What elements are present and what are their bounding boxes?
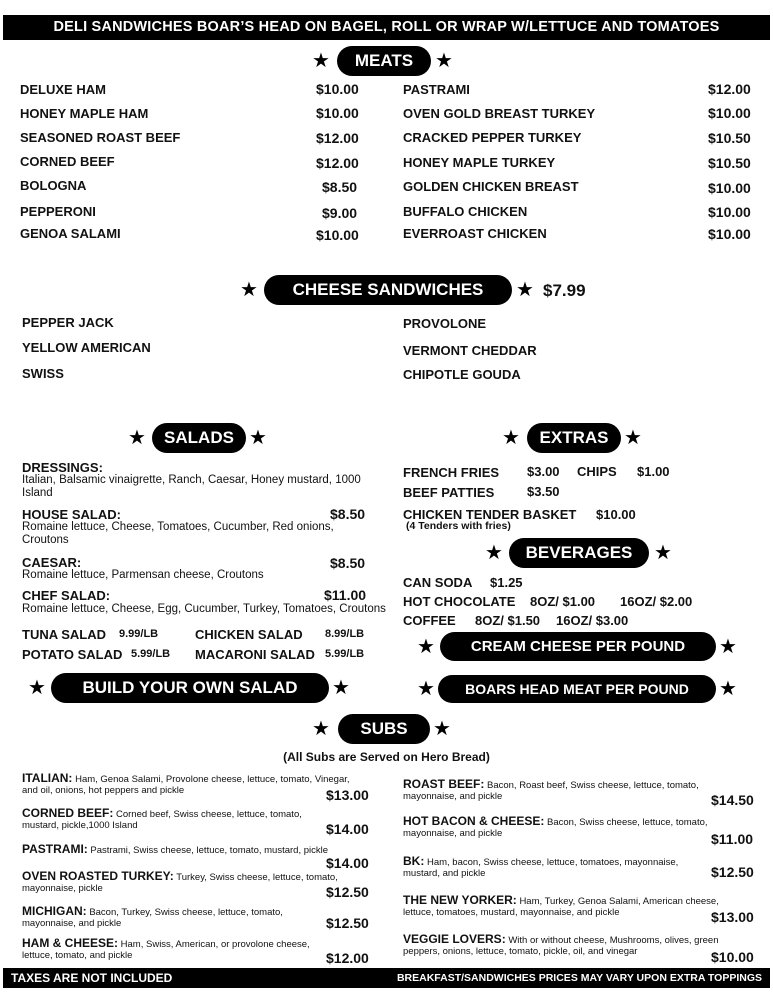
- menu-price: 16OZ/ $3.00: [556, 613, 629, 628]
- menu-item: GENOA SALAMI: [20, 226, 121, 241]
- menu-item: FRENCH FRIES: [403, 465, 500, 480]
- menu-price: $10.00: [708, 204, 751, 220]
- menu-item: CHICKEN SALAD: [195, 627, 303, 642]
- menu-item: PROVOLONE: [403, 316, 487, 331]
- sub-name: ROAST BEEF:: [403, 777, 485, 791]
- menu-item: POTATO SALAD: [22, 647, 123, 662]
- menu-price: $10.00: [708, 105, 751, 121]
- cheese-heading: CHEESE SANDWICHES: [264, 275, 512, 305]
- item-description: Ham, Swiss, American, or provolone cheese, lettuce, tomato, and pickle: [22, 939, 310, 961]
- menu-price: 5.99/LB: [325, 648, 365, 660]
- menu-item: HONEY MAPLE TURKEY: [403, 155, 556, 170]
- menu-item: GOLDEN CHICKEN BREAST: [403, 179, 579, 194]
- menu-price: $14.50: [711, 792, 754, 808]
- sub-item: [22, 808, 322, 831]
- star-icon: ★: [28, 677, 46, 699]
- menu-price: 9.99/LB: [119, 628, 159, 640]
- menu-price: $12.00: [326, 950, 369, 966]
- subs-heading: SUBS: [338, 714, 430, 744]
- menu-item: CAESAR:: [22, 555, 82, 570]
- menu-item: CHIPS: [577, 464, 617, 479]
- menu-price: $9.00: [322, 205, 358, 221]
- sub-item: [403, 895, 743, 918]
- sub-name: THE NEW YORKER:: [403, 893, 517, 907]
- menu-item: PEPPERONI: [20, 204, 96, 219]
- star-icon: ★: [249, 427, 267, 449]
- sub-item: [22, 773, 367, 796]
- menu-price: 5.99/LB: [131, 648, 171, 660]
- build-salad-heading: BUILD YOUR OWN SALAD: [51, 673, 329, 703]
- menu-item: COFFEE: [403, 613, 456, 628]
- cheese-price: $7.99: [543, 281, 586, 300]
- menu-price: $12.50: [326, 884, 369, 900]
- salads-heading: SALADS: [152, 423, 246, 453]
- subs-note: (All Subs are Served on Hero Bread): [283, 750, 490, 764]
- menu-price: 8.99/LB: [325, 628, 365, 640]
- item-description: Turkey, Swiss cheese, lettuce, tomato, mayonnaise, pickle: [22, 872, 338, 894]
- menu-price: $10.00: [596, 507, 636, 522]
- footer-price-note: BREAKFAST/SANDWICHES PRICES MAY VARY UPON EXTRA TOPPINGS: [396, 972, 762, 984]
- menu-price: $1.25: [490, 575, 523, 590]
- menu-item: CHIPOTLE GOUDA: [403, 367, 521, 382]
- menu-price: $8.50: [330, 506, 366, 522]
- sub-item: [22, 906, 312, 929]
- menu-item: SEASONED ROAST BEEF: [20, 130, 181, 145]
- menu-item: HOUSE SALAD:: [22, 507, 121, 522]
- star-icon: ★: [435, 50, 453, 72]
- menu-price: $12.50: [326, 915, 369, 931]
- menu-item: OVEN GOLD BREAST TURKEY: [403, 106, 596, 121]
- menu-price: $10.00: [711, 949, 754, 965]
- menu-price: $12.00: [316, 155, 359, 171]
- menu-price: $11.00: [711, 831, 754, 847]
- star-icon: ★: [312, 50, 330, 72]
- menu-price: $14.00: [326, 855, 369, 871]
- sub-name: ITALIAN:: [22, 771, 73, 785]
- sub-name: PASTRAMI:: [22, 842, 88, 856]
- item-description: Bacon, Swiss cheese, lettuce, tomato, mayonnaise, and pickle: [403, 817, 708, 839]
- menu-price: 16OZ/ $2.00: [620, 594, 693, 609]
- menu-item: DELUXE HAM: [20, 82, 106, 97]
- star-icon: ★: [485, 542, 503, 564]
- cream-cheese-heading: CREAM CHEESE PER POUND: [440, 632, 716, 661]
- item-description: With or without cheese, Mushrooms, olives, green peppers, onions, lettuce, tomato, pickle, oil, and vinegar: [403, 935, 719, 957]
- menu-price: $10.00: [708, 226, 751, 242]
- dressings-label: DRESSINGS:: [22, 460, 103, 475]
- item-description: Romaine lettuce, Parmensan cheese, Croutons: [22, 569, 264, 581]
- item-description: Ham, bacon, Swiss cheese, lettuce, tomatoes, mayonnaise, mustard, and pickle: [403, 857, 679, 879]
- star-icon: ★: [719, 636, 737, 658]
- sub-name: HOT BACON & CHEESE:: [403, 814, 545, 828]
- menu-item: CORNED BEEF: [20, 154, 115, 169]
- menu-price: 8OZ/ $1.00: [530, 594, 596, 609]
- sub-item: [403, 779, 733, 802]
- sub-name: HAM & CHEESE:: [22, 936, 119, 950]
- menu-item: PEPPER JACK: [22, 315, 114, 330]
- star-icon: ★: [516, 279, 534, 301]
- sub-item: [403, 856, 703, 879]
- sub-name: BK:: [403, 854, 425, 868]
- menu-price: $14.00: [326, 821, 369, 837]
- menu-item: EVERROAST CHICKEN: [403, 226, 547, 241]
- item-description: Romaine lettuce, Cheese, Tomatoes, Cucumber, Red onions, Croutons: [22, 521, 334, 546]
- menu-item: VERMONT CHEDDAR: [403, 343, 537, 358]
- star-icon: ★: [332, 677, 350, 699]
- sub-item: [22, 938, 332, 961]
- sub-name: OVEN ROASTED TURKEY:: [22, 869, 174, 883]
- menu-price: $8.50: [330, 555, 366, 571]
- menu-item: HONEY MAPLE HAM: [20, 106, 149, 121]
- menu-item: BUFFALO CHICKEN: [403, 204, 528, 219]
- menu-item: TUNA SALAD: [22, 627, 107, 642]
- menu-footer: [3, 968, 770, 988]
- star-icon: ★: [312, 718, 330, 740]
- star-icon: ★: [502, 427, 520, 449]
- star-icon: ★: [417, 636, 435, 658]
- menu-price: $13.00: [326, 787, 369, 803]
- star-icon: ★: [654, 542, 672, 564]
- menu-price: $12.50: [711, 864, 754, 880]
- star-icon: ★: [719, 678, 737, 700]
- menu-price: $12.00: [708, 81, 751, 97]
- menu-price: $10.00: [316, 105, 359, 121]
- menu-price: $3.50: [527, 484, 560, 499]
- menu-item: CAN SODA: [403, 575, 473, 590]
- item-description: Bacon, Turkey, Swiss cheese, lettuce, tomato, mayonnaise, and pickle: [22, 907, 283, 929]
- menu-price: 8OZ/ $1.50: [475, 613, 541, 628]
- menu-item: CHICKEN TENDER BASKET: [403, 507, 577, 522]
- star-icon: ★: [417, 678, 435, 700]
- menu-price: $10.00: [708, 180, 751, 196]
- sub-name: VEGGIE LOVERS:: [403, 932, 506, 946]
- menu-item: CRACKED PEPPER TURKEY: [403, 130, 582, 145]
- menu-price: $1.00: [637, 464, 670, 479]
- footer-tax-note: TAXES ARE NOT INCLUDED: [11, 971, 173, 985]
- sub-name: CORNED BEEF:: [22, 806, 114, 820]
- beverages-heading: BEVERAGES: [509, 538, 649, 568]
- sub-item: [403, 816, 733, 839]
- sub-item: [22, 871, 342, 894]
- item-description: Bacon, Roast beef, Swiss cheese, lettuce, tomato, mayonnaise, and pickle: [403, 780, 699, 802]
- menu-price: $13.00: [711, 909, 754, 925]
- menu-item: BOLOGNA: [20, 178, 87, 193]
- menu-item: BEEF PATTIES: [403, 485, 495, 500]
- menu-price: $12.00: [316, 130, 359, 146]
- menu-item: CHEF SALAD:: [22, 588, 111, 603]
- menu-item: MACARONI SALAD: [195, 647, 315, 662]
- sub-item: [22, 844, 367, 856]
- menu-item: HOT CHOCOLATE: [403, 594, 516, 609]
- tenders-note: (4 Tenders with fries): [406, 520, 511, 532]
- menu-price: $8.50: [322, 179, 358, 195]
- item-description: Pastrami, Swiss cheese, lettuce, tomato, mustard, pickle: [90, 845, 329, 856]
- item-description: Corned beef, Swiss cheese, lettuce, tomato, mustard, pickle,1000 Island: [22, 809, 302, 831]
- star-icon: ★: [433, 718, 451, 740]
- item-description: Ham, Turkey, Genoa Salami, American cheese, lettuce, tomatoes, mustard, mayonnaise, and pickle: [403, 896, 719, 918]
- star-icon: ★: [128, 427, 146, 449]
- menu-item: YELLOW AMERICAN: [22, 340, 151, 355]
- extras-heading: EXTRAS: [527, 423, 621, 453]
- boars-head-heading: BOARS HEAD MEAT PER POUND: [438, 675, 716, 703]
- menu-price: $10.50: [708, 155, 751, 171]
- dressings-text: Italian, Balsamic vinaigrette, Ranch, Caesar, Honey mustard, 1000 Island: [22, 474, 361, 499]
- menu-price: $10.00: [316, 227, 359, 243]
- menu-price: $11.00: [324, 587, 367, 603]
- sub-item: [403, 934, 743, 957]
- menu-price: $10.50: [708, 130, 751, 146]
- menu-item: SWISS: [22, 366, 64, 381]
- item-description: Romaine lettuce, Cheese, Egg, Cucumber, Turkey, Tomatoes, Croutons: [22, 603, 386, 615]
- menu-item: PASTRAMI: [403, 82, 470, 97]
- star-icon: ★: [240, 279, 258, 301]
- sub-name: MICHIGAN:: [22, 904, 87, 918]
- menu-header: DELI SANDWICHES BOAR’S HEAD ON BAGEL, ROLL OR WRAP W/LETTUCE AND TOMATOES: [3, 15, 770, 40]
- meats-heading: MEATS: [337, 46, 431, 76]
- menu-price: $3.00: [527, 464, 560, 479]
- star-icon: ★: [624, 427, 642, 449]
- item-description: Ham, Genoa Salami, Provolone cheese, lettuce, tomato, Vinegar, and oil, onions, hot peppers and pickle: [22, 774, 350, 796]
- menu-price: $10.00: [316, 81, 359, 97]
